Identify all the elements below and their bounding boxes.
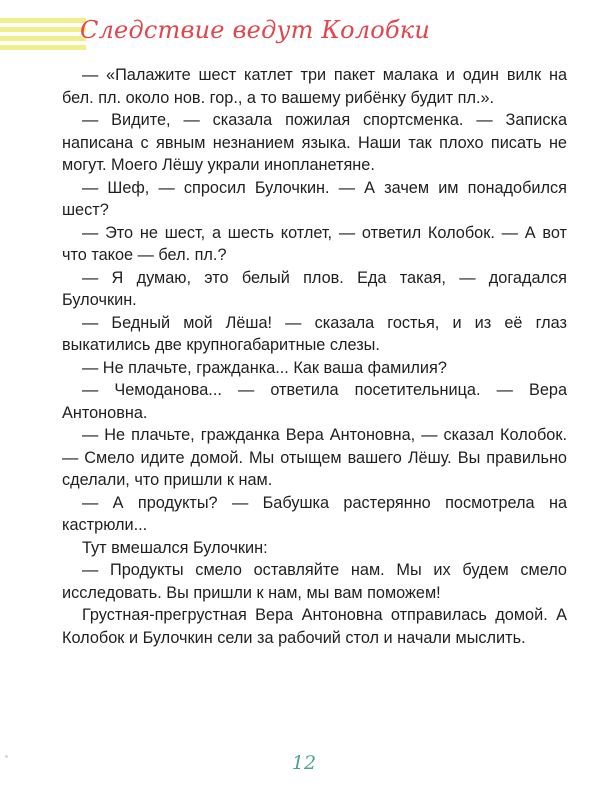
page-number: 12 bbox=[291, 752, 317, 774]
paragraph: — Продукты смело оставляйте нам. Мы их будем смело исследовать. Вы пришли к нам, мы вам поможем! bbox=[62, 561, 567, 602]
header-stripe bbox=[0, 18, 86, 23]
header-decorative-stripes bbox=[0, 18, 86, 50]
paragraph: — Бедный мой Лёша! — сказала гостья, и из её глаз выкатились две крупногабаритные слезы. bbox=[62, 313, 567, 354]
paragraph: Грустная-прегрустная Вера Антоновна отправилась домой. А Колобок и Булочкин сели за рабочий стол и начали мыслить. bbox=[62, 606, 567, 647]
header-stripe bbox=[0, 27, 86, 32]
paragraph: — «Палажите шест катлет три пакет малака и один вилк на бел. пл. около нов. гор., а то вашему рибёнку будит пл.». bbox=[62, 66, 567, 107]
paragraph: — Чемоданова... — ответила посетительница. — Вера Антоновна. bbox=[62, 381, 567, 422]
paragraph: — Это не шест, а шесть котлет, — ответил Колобок. — А вот что такое — бел. пл.? bbox=[62, 223, 567, 264]
header-stripe bbox=[0, 45, 86, 50]
header-stripe bbox=[0, 36, 86, 41]
paragraph: — А продукты? — Бабушка растерянно посмотрела на кастрюли... bbox=[62, 493, 567, 534]
paragraph: — Видите, — сказала пожилая спортсменка. — Записка написана с явным незнанием языка. Наши так плохо писать не могут. Моего Лёшу украли инопланетяне. bbox=[62, 111, 567, 174]
story-text bbox=[62, 64, 567, 649]
paragraph: — Не плачьте, гражданка... Как ваша фамилия? bbox=[82, 358, 447, 377]
paragraph: Тут вмешался Булочкин: bbox=[82, 538, 268, 557]
paragraph: — Я думаю, это белый плов. Еда такая, — догадался Булочкин. bbox=[62, 268, 567, 309]
chapter-title: Следствие ведут Колобки bbox=[80, 16, 430, 44]
paragraph: — Шеф, — спросил Булочкин. — А зачем им понадобился шест? bbox=[62, 178, 567, 219]
paragraph: — Не плачьте, гражданка Вера Антоновна, — сказал Колобок. — Смело идите домой. Мы отыщем вашего Лёшу. Вы правильно сделали, что пришли к нам. bbox=[62, 426, 567, 489]
